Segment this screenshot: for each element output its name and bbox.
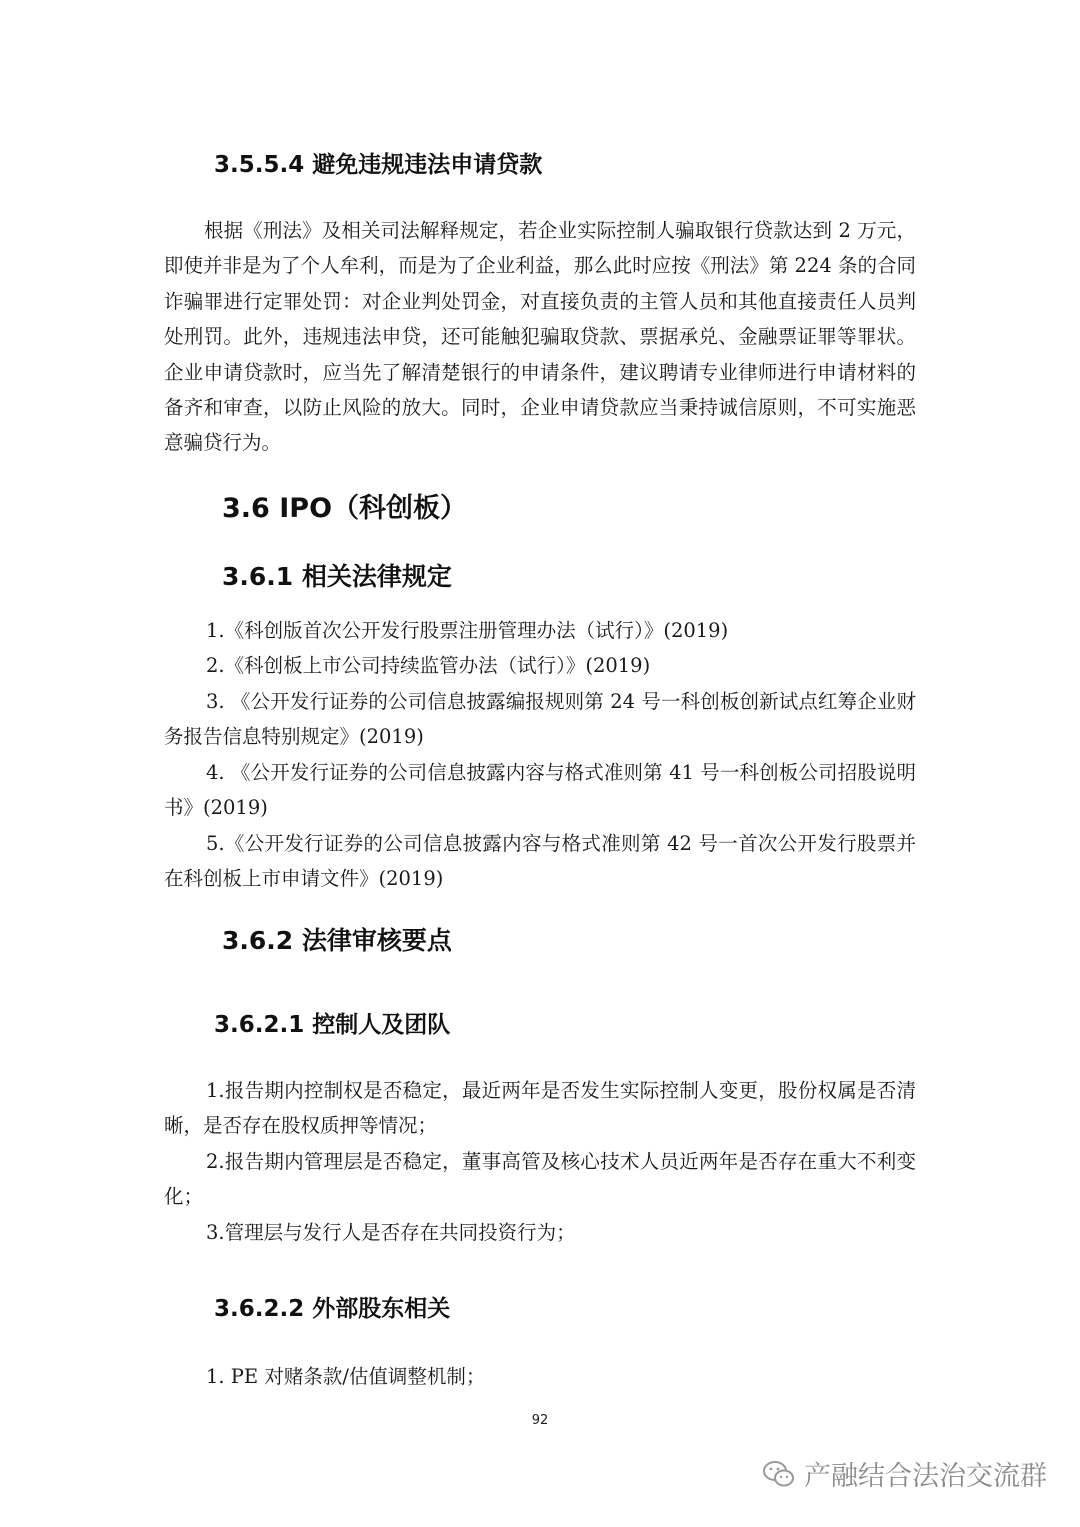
heading-3-6-1: 3.6.1 相关法律规定	[222, 562, 452, 591]
watermark-text: 产融结合法治交流群	[804, 1461, 1047, 1492]
heading-3-6: 3.6 IPO（科创板）	[222, 493, 468, 524]
heading-3-6-2-2: 3.6.2.2 外部股东相关	[214, 1296, 451, 1322]
control-item-1: 1.报告期内控制权是否稳定，最近两年是否发生实际控制人变更，股份权属是否清晰，是否存在股权质押等情况；	[164, 1079, 916, 1138]
law-item-2: 2.《科创板上市公司持续监管办法（试行）》(2019)	[206, 654, 651, 677]
heading-3-6-2-1: 3.6.2.1 控制人及团队	[214, 1012, 451, 1038]
control-item-3: 3.管理层与发行人是否存在共同投资行为；	[206, 1221, 576, 1244]
heading-3-5-5-4: 3.5.5.4 避免违规违法申请贷款	[214, 152, 543, 178]
control-item-2: 2.报告期内管理层是否稳定，董事高管及核心技术人员近两年是否存在重大不利变化；	[164, 1150, 916, 1209]
watermark	[762, 1454, 1047, 1493]
law-item-1: 1.《科创版首次公开发行股票注册管理办法（试行）》(2019)	[206, 619, 729, 642]
shareholder-item-1: 1. PE 对赌条款/估值调整机制；	[206, 1365, 486, 1388]
law-item-5: 5.《公开发行证券的公司信息披露内容与格式准则第 42 号一首次公开发行股票并在科创板上市申请文件》(2019)	[164, 832, 916, 891]
paragraph-loan-fraud: 根据《刑法》及相关司法解释规定，若企业实际控制人骗取银行贷款达到 2 万元，即使并非是为了个人牟利，而是为了企业利益，那么此时应按《刑法》第 224 条的合同诈骗罪进行定罪处罚：对企业判处罚金，对直接负责的主管人员和其他直接责任人员判处刑罚。此外，违规违法申贷，还可能触犯骗取贷款、票据承兑、金融票证罪等罪状。企业申请贷款时，应当先了解清楚银行的申请条件，建议聘请专业律师进行申请材料的备齐和审查，以防止风险的放大。同时，企业申请贷款应当秉持诚信原则，不可实施恶意骗贷行为。	[164, 219, 916, 455]
heading-3-6-2: 3.6.2 法律审核要点	[222, 926, 452, 955]
law-item-3: 3. 《公开发行证券的公司信息披露编报规则第 24 号一科创板创新试点红筹企业财务报告信息特别规定》(2019)	[164, 690, 916, 749]
page-number: 92	[531, 1413, 549, 1428]
wechat-icon	[762, 1459, 796, 1489]
law-item-4: 4. 《公开发行证券的公司信息披露内容与格式准则第 41 号一科创板公司招股说明书》(2019)	[164, 761, 916, 820]
